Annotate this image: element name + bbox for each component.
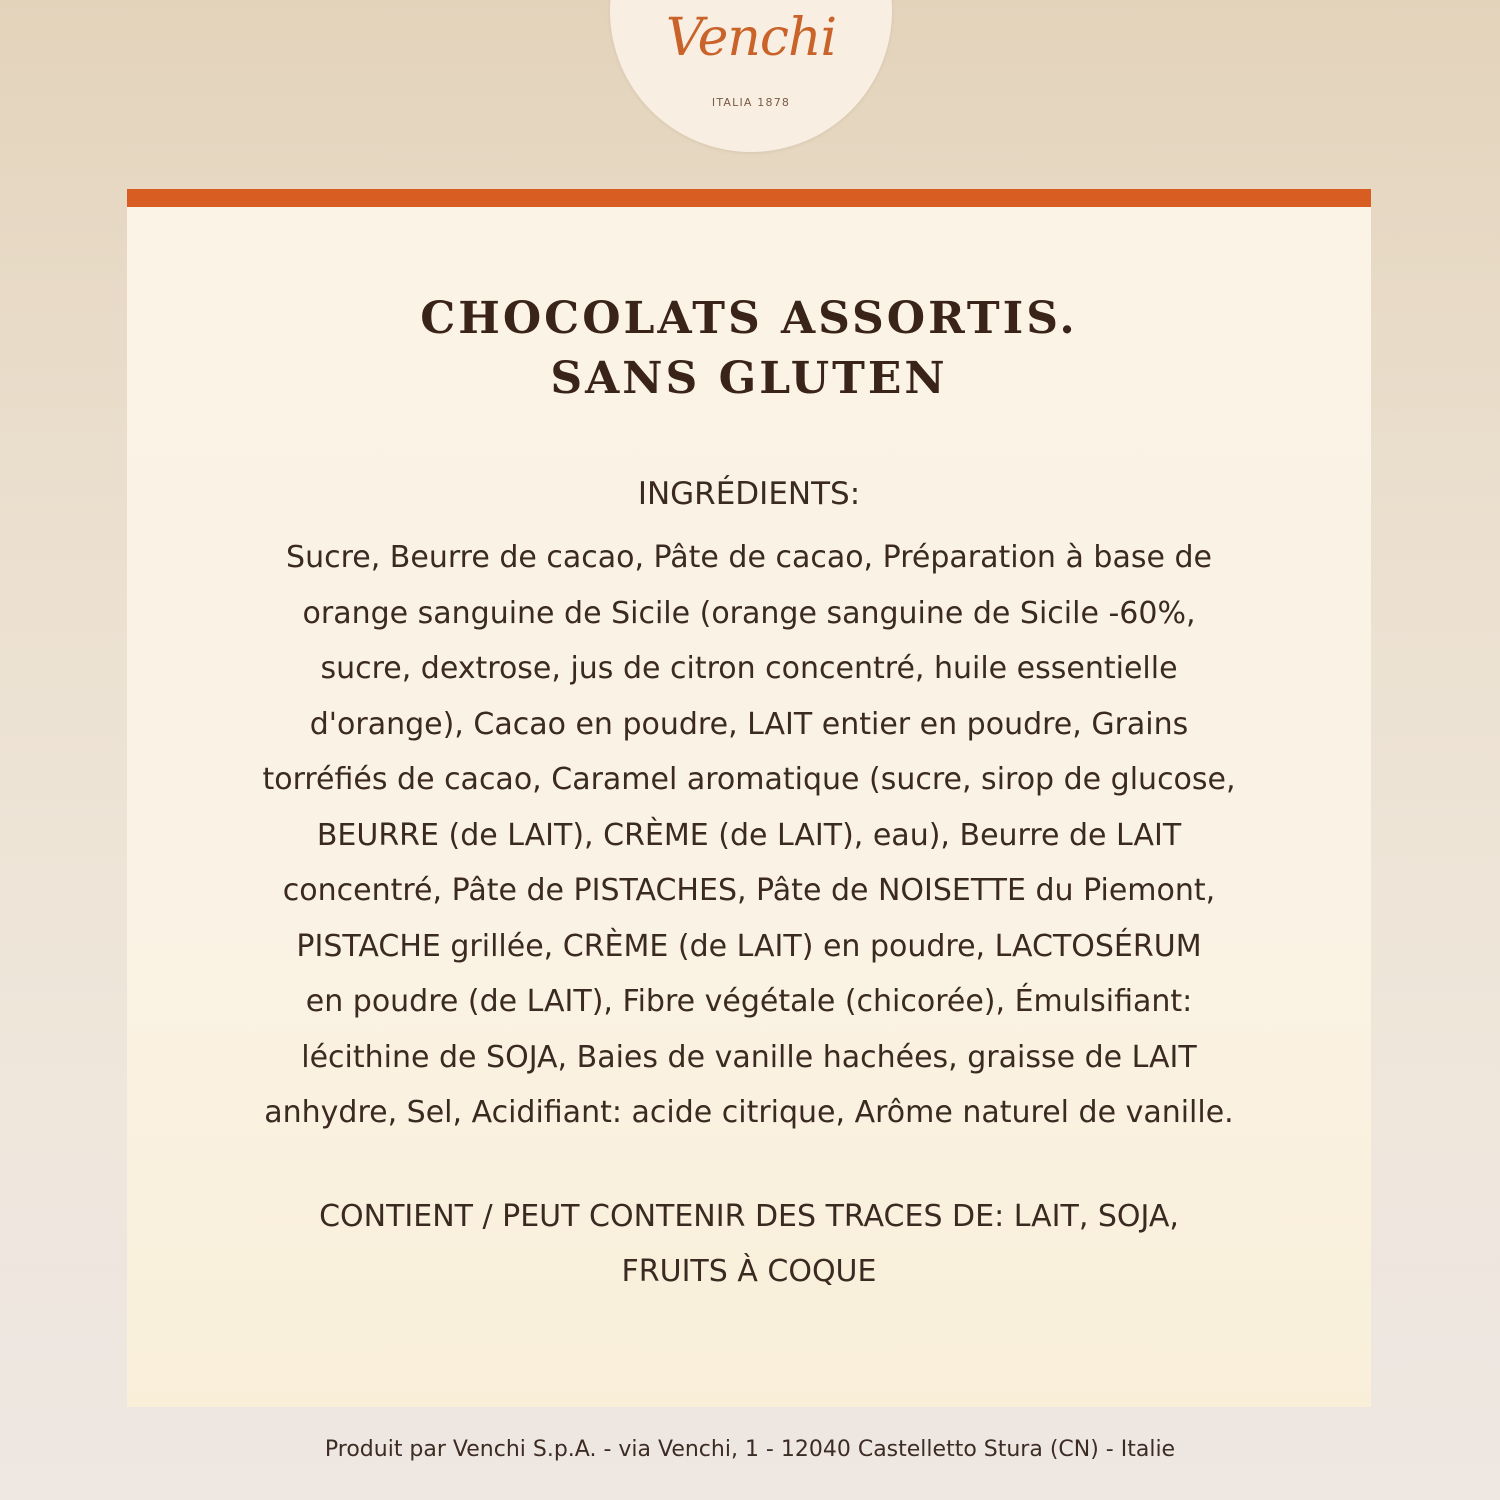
venchi-logo (610, 0, 892, 152)
ingredients-line: orange sanguine de Sicile (orange sanguine de Sicile -60%, (302, 595, 1196, 631)
ingredients-line: en poudre (de LAIT), Fibre végétale (chicorée), Émulsifiant: (305, 984, 1193, 1019)
allergen-statement (127, 1189, 1371, 1299)
ingredients-line: concentré, Pâte de PISTACHES, Pâte de NOISETTE du Piemont, (282, 873, 1216, 908)
product-title (127, 289, 1371, 409)
ingredients-line: PISTACHE grillée, CRÈME (de LAIT) en poudre, LACTOSÉRUM (296, 928, 1202, 964)
ingredients-line: lécithine de SOJA, Baies de vanille hachées, graisse de LAIT (301, 1039, 1197, 1075)
ingredients-heading: INGRÉDIENTS: (637, 476, 861, 512)
ingredients-line: torréfiés de cacao, Caramel aromatique (sucre, sirop de glucose, (262, 762, 1236, 797)
title-line: SANS GLUTEN (550, 353, 948, 404)
ingredients-line: sucre, dextrose, jus de citron concentré, huile essentielle (320, 651, 1178, 686)
title-line: CHOCOLATS ASSORTIS. (420, 293, 1078, 344)
ingredients-card (127, 189, 1371, 1407)
logo-tagline: ITALIA 1878 (711, 96, 791, 109)
ingredients-line: BEURRE (de LAIT), CRÈME (de LAIT), eau), Beurre de LAIT (316, 817, 1182, 853)
ingredients-list (127, 530, 1371, 1141)
ingredients-line: anhydre, Sel, Acidifiant: acide citrique, Arôme naturel de vanille. (264, 1095, 1234, 1130)
allergen-line: FRUITS À COQUE (621, 1254, 877, 1289)
allergen-line: CONTIENT / PEUT CONTENIR DES TRACES DE: LAIT, SOJA, (319, 1199, 1179, 1234)
logo-brand-name: Venchi (665, 8, 837, 68)
ingredients-line: d'orange), Cacao en poudre, LAIT entier en poudre, Grains (309, 706, 1189, 742)
ingredients-line: Sucre, Beurre de cacao, Pâte de cacao, Préparation à base de (286, 540, 1212, 575)
accent-bar (127, 189, 1371, 207)
producer-footer: Produit par Venchi S.p.A. - via Venchi, 1 - 12040 Castelletto Stura (CN) - Italie (324, 1437, 1176, 1462)
